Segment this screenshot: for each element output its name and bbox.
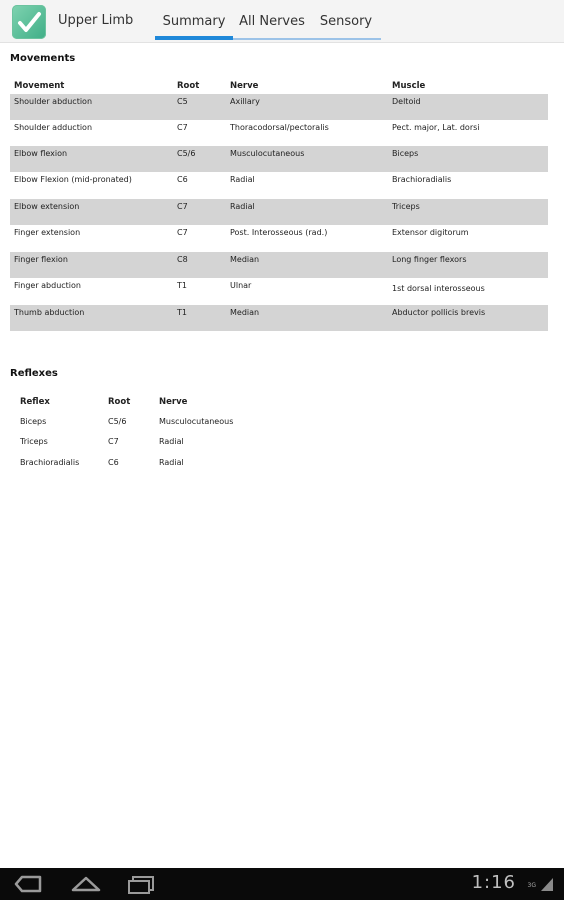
header-reflex: Reflex [20,397,50,407]
cell-nerve: Median [230,255,260,264]
cell-root: C7 [177,202,188,211]
back-icon[interactable] [12,872,46,896]
home-icon[interactable] [70,872,102,896]
header-nerve: Nerve [230,81,259,91]
table-row [20,434,280,448]
cell-nerve: Radial [230,202,255,211]
cell-movement: Finger extension [14,228,81,237]
header-muscle: Muscle [392,81,426,91]
movements-table-header [10,80,548,94]
selected-tab-indicator [155,36,233,40]
cell-root: C7 [108,437,119,446]
header-root: Root [108,397,131,407]
table-row [10,120,548,146]
cell-root: C5 [177,97,188,106]
cell-muscle: Deltoid [392,97,421,106]
cell-nerve: Ulnar [230,281,252,290]
cell-reflex: Brachioradialis [20,458,80,467]
cell-muscle: Triceps [392,202,420,211]
table-row [10,94,548,120]
table-row [10,146,548,172]
app-checkmark-icon[interactable] [12,5,46,39]
cell-muscle: Pect. major, Lat. dorsi [392,123,480,132]
table-row [10,225,548,251]
action-bar [0,0,564,43]
cell-movement: Elbow extension [14,202,80,211]
cell-muscle: Biceps [392,149,419,158]
cell-root: C5/6 [177,149,196,158]
cell-movement: Shoulder adduction [14,123,93,132]
cell-nerve: Axillary [230,97,260,106]
cell-root: C5/6 [108,417,127,426]
cell-nerve: Musculocutaneous [159,417,234,426]
table-row [20,455,280,469]
cell-nerve: Radial [159,437,184,446]
table-row [10,252,548,278]
cell-root: T1 [177,308,187,317]
clock-time: 1:16 [471,872,516,893]
cell-nerve: Median [230,308,260,317]
movements-title: Movements [10,53,76,64]
cell-root: C6 [108,458,119,467]
cell-movement: Elbow Flexion (mid-pronated) [14,175,132,184]
table-row [10,199,548,225]
cell-muscle: Brachioradialis [392,175,452,184]
cell-reflex: Biceps [20,417,47,426]
tab-all-nerves[interactable]: All Nerves [239,13,305,29]
header-nerve: Nerve [159,397,188,407]
cell-movement: Elbow flexion [14,149,68,158]
header-movement: Movement [14,81,65,91]
table-row [10,278,548,304]
cell-nerve: Thoracodorsal/pectoralis [230,123,329,132]
system-nav-bar [0,868,564,900]
network-type-label: 3G [527,882,536,889]
cell-root: C8 [177,255,188,264]
cell-root: C7 [177,123,188,132]
cell-nerve: Radial [230,175,255,184]
tab-sensory[interactable]: Sensory [319,13,373,29]
cell-movement: Finger abduction [14,281,81,290]
cell-movement: Shoulder abduction [14,97,93,106]
cell-muscle: 1st dorsal interosseous [392,284,485,293]
cell-nerve: Musculocutaneous [230,149,305,158]
signal-strength-icon [540,876,554,892]
table-row [20,414,280,428]
cell-muscle: Abductor pollicis brevis [392,308,486,317]
cell-muscle: Extensor digitorum [392,228,469,237]
table-row [10,305,548,331]
cell-reflex: Triceps [20,437,48,446]
cell-root: C7 [177,228,188,237]
cell-muscle: Long finger flexors [392,255,467,264]
cell-root: C6 [177,175,188,184]
app-title: Upper Limb [58,13,134,28]
reflexes-table-header [20,394,280,408]
reflexes-title: Reflexes [10,368,58,379]
header-root: Root [177,81,200,91]
cell-root: T1 [177,281,187,290]
table-row [10,172,548,198]
tab-summary[interactable]: Summary [162,13,226,29]
recent-apps-icon[interactable] [126,872,156,896]
cell-nerve: Post. Interosseous (rad.) [230,228,328,237]
cell-movement: Finger flexion [14,255,68,264]
cell-nerve: Radial [159,458,184,467]
cell-movement: Thumb abduction [14,308,85,317]
